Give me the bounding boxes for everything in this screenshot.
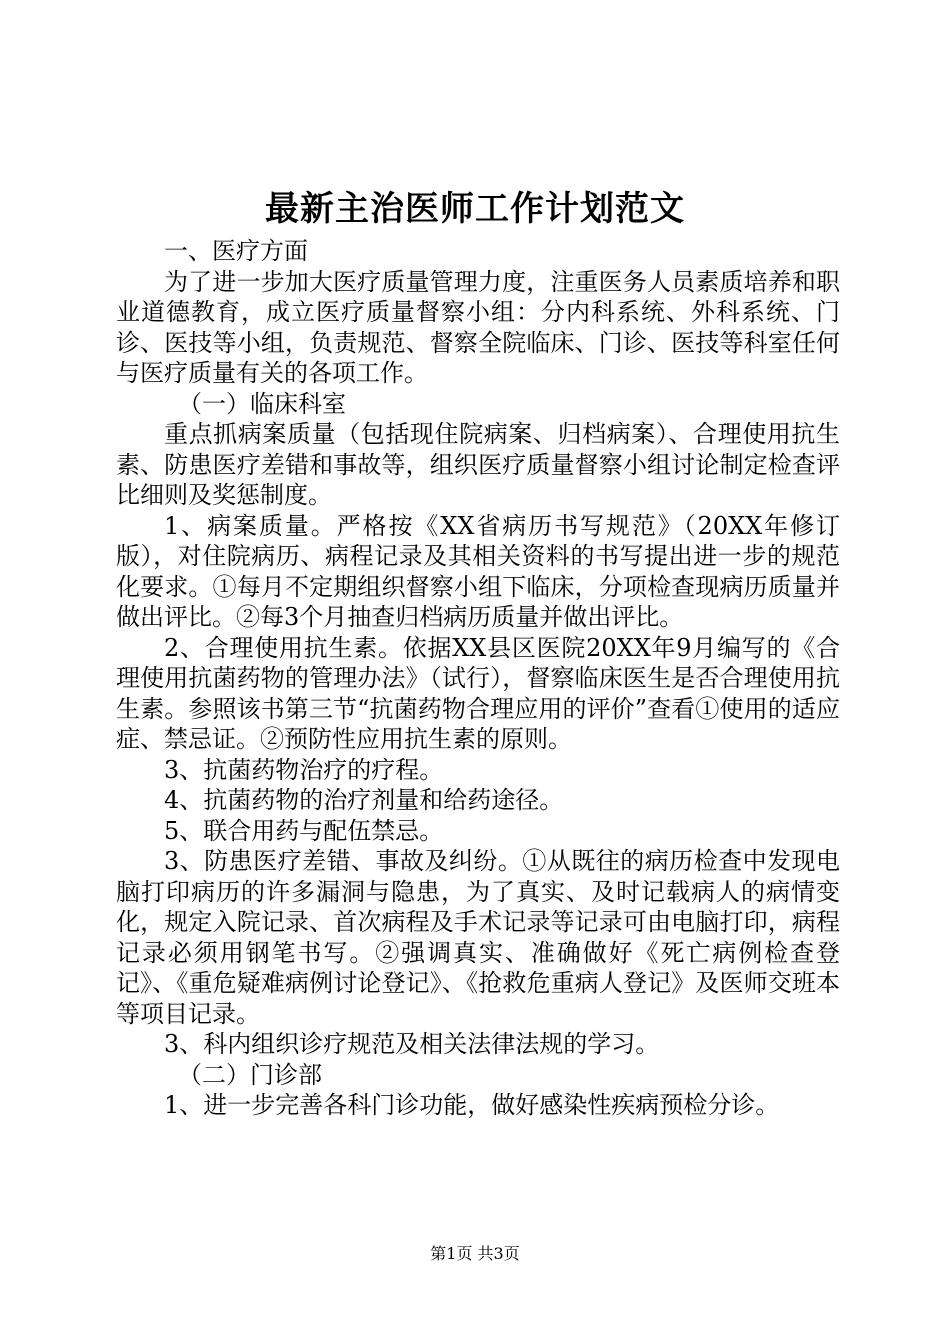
document-title: 最新主治医师工作计划范文 bbox=[265, 189, 685, 229]
list-item-dosage: 4、抗菌药物的治疗剂量和给药途径。 bbox=[164, 786, 564, 814]
paragraph-clinical-focus: 重点抓病案质量（包括现住院病案、归档病案）、合理使用抗生素、防患医疗差错和事故等，组织医疗质量督察小组讨论制定检查评比细则及奖惩制度。 bbox=[116, 420, 840, 509]
page-footer: 第1页 共3页 bbox=[430, 1244, 520, 1263]
paragraph-outpatient: 1、进一步完善各科门诊功能，做好感染性疾病预检分诊。 bbox=[164, 1091, 780, 1119]
section-heading-medical: 一、医疗方面 bbox=[164, 237, 308, 265]
list-item-course: 3、抗菌药物治疗的疗程。 bbox=[164, 755, 444, 784]
paragraph-case-quality: 1、病案质量。严格按《XX省病历书写规范》（20XX年修订版），对住院病历、病程记录及其相关资料的书写提出进一步的规范化要求。①每月不定期组织督察小组下临床，分项检查现病历质量并做出评比。②每3个月抽查归档病历质量并做出评比。 bbox=[116, 511, 840, 631]
list-item-combination: 5、联合用药与配伍禁忌。 bbox=[164, 816, 444, 845]
paragraph-error-prevention: 3、防患医疗差错、事故及纠纷。①从既往的病历检查中发现电脑打印病历的许多漏洞与隐患，为了真实、及时记载病人的病情变化，规定入院记录、首次病程及手术记录等记录可由电脑打印，病程记录必须用钢笔书写。②强调真实、准确做好《死亡病例检查登记》、《重危疑难病例讨论登记》、《抢救危重病人登记》及医师交班本等项目记录。 bbox=[116, 847, 840, 1028]
subsection-heading-clinical: （一）临床科室 bbox=[178, 389, 346, 418]
paragraph-antibiotics: 2、合理使用抗生素。依据XX县区医院20XX年9月编写的《合理使用抗菌药物的管理办法》（试行），督察临床医生是否合理使用抗生素。参照该书第三节“抗菌药物合理应用的评价”查看①使用的适应症、禁忌证。②预防性应用抗生素的原则。 bbox=[116, 633, 840, 753]
paragraph-intro: 为了进一步加大医疗质量管理力度，注重医务人员素质培养和职业道德教育，成立医疗质量督察小组：分内科系统、外科系统、门诊、医技等小组，负责规范、督察全院临床、门诊、医技等科室任何与医疗质量有关的各项工作。 bbox=[116, 267, 840, 387]
document-body bbox=[116, 236, 840, 1121]
subsection-heading-outpatient: （二）门诊部 bbox=[178, 1060, 322, 1089]
paragraph-study: 3、科内组织诊疗规范及相关法律法规的学习。 bbox=[164, 1030, 660, 1058]
